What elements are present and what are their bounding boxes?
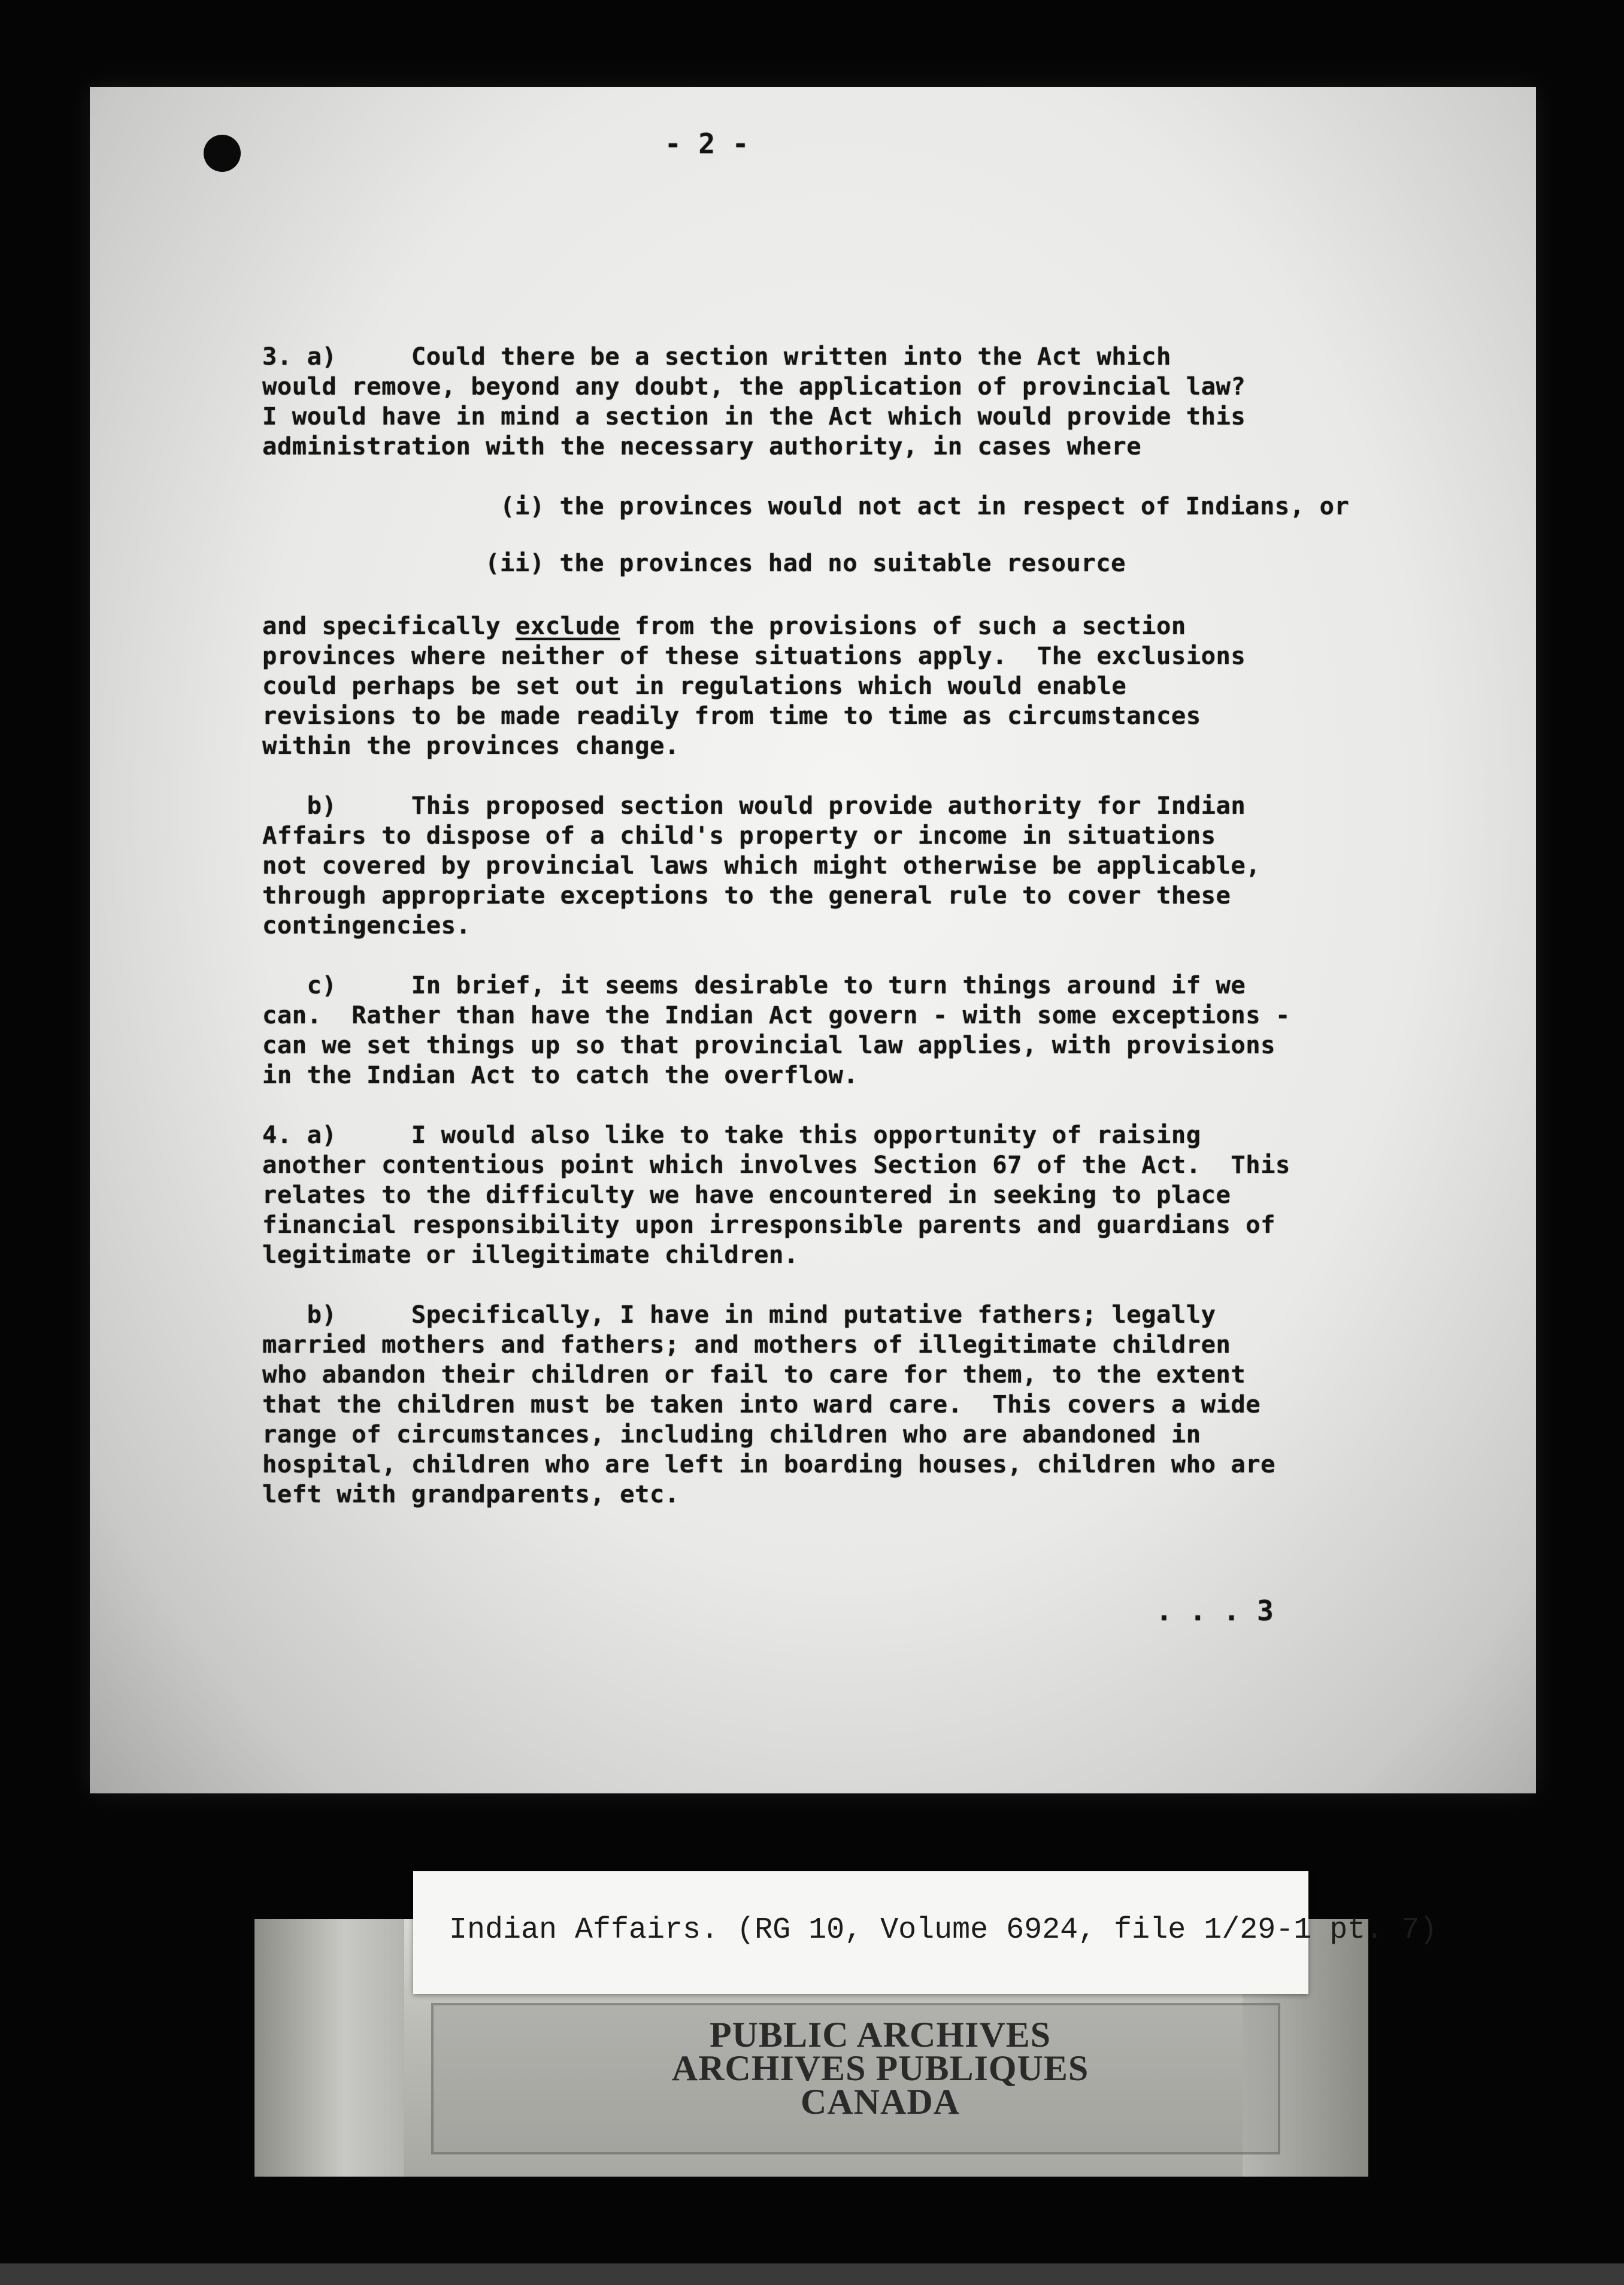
- archives-stamp: [653, 2015, 1108, 2122]
- para-3c-line-2: can. Rather than have the Indian Act govern - with some exceptions -: [262, 1001, 1290, 1029]
- reference-label: [413, 1871, 1438, 1994]
- para-exclude-line-3: could perhaps be set out in regulations which would enable: [262, 671, 1127, 700]
- stamp-line-2: ARCHIVES PUBLIQUES: [671, 2048, 1089, 2088]
- para-exclude-line-1: and specifically exclude from the provisions of such a section: [262, 611, 1186, 640]
- para-4b-line-4: that the children must be taken into ward care. This covers a wide: [262, 1390, 1261, 1419]
- para-4b-line-6: hospital, children who are left in boarding houses, children who are: [262, 1450, 1276, 1478]
- para-3a-line-1: 3. a) Could there be a section written into the Act which: [262, 342, 1171, 371]
- exclude-underlined: exclude: [516, 611, 620, 640]
- para-3a-line-3: I would have in mind a section in the Act which would provide this: [262, 402, 1246, 431]
- para-3b-line-2: Affairs to dispose of a child's property or income in situations: [262, 821, 1216, 850]
- list-item-ii: (ii) the provinces had no suitable resource: [485, 548, 1126, 577]
- punch-hole: [204, 135, 241, 172]
- para-4a-line-5: legitimate or illegitimate children.: [262, 1240, 799, 1269]
- para-3c-line-1: c) In brief, it seems desirable to turn things around if we: [262, 971, 1246, 999]
- para-3b-line-3: not covered by provincial laws which might otherwise be applicable,: [262, 851, 1261, 880]
- para-4b-line-3: who abandon their children or fail to care for them, to the extent: [262, 1360, 1246, 1389]
- reference-text: Indian Affairs. (RG 10, Volume 6924, file 1/29-1 pt. 7): [449, 1913, 1438, 1947]
- para-3a-line-2: would remove, beyond any doubt, the application of provincial law?: [262, 372, 1246, 401]
- para-exclude-line-5: within the provinces change.: [262, 731, 680, 760]
- para-4a-line-2: another contentious point which involves Section 67 of the Act. This: [262, 1150, 1290, 1179]
- continuation-marker: . . . 3: [1156, 1595, 1274, 1627]
- para-4b-line-1: b) Specifically, I have in mind putative fathers; legally: [262, 1300, 1216, 1329]
- para-4b-line-7: left with grandparents, etc.: [262, 1480, 680, 1508]
- para-exclude-line-2: provinces where neither of these situations apply. The exclusions: [262, 641, 1246, 670]
- strip-left-edge: [254, 1919, 404, 2177]
- para-3b-line-1: b) This proposed section would provide authority for Indian: [262, 791, 1246, 820]
- para-4a-line-3: relates to the difficulty we have encountered in seeking to place: [262, 1180, 1231, 1209]
- stamp-line-1: PUBLIC ARCHIVES: [709, 2015, 1052, 2054]
- para-4a-line-4: financial responsibility upon irresponsible parents and guardians of: [262, 1210, 1276, 1239]
- para-3c-line-4: in the Indian Act to catch the overflow.: [262, 1060, 859, 1089]
- stamp-line-3: CANADA: [801, 2082, 960, 2122]
- film-bottom-band: [0, 2263, 1624, 2285]
- para-3b-line-4: through appropriate exceptions to the general rule to cover these: [262, 881, 1231, 910]
- page-number: - 2 -: [665, 128, 749, 160]
- para-exclude-line-4: revisions to be made readily from time to time as circumstances: [262, 701, 1201, 730]
- para-4b-line-2: married mothers and fathers; and mothers of illegitimate children: [262, 1330, 1231, 1359]
- para-3b-line-5: contingencies.: [262, 911, 471, 940]
- para-4a-line-1: 4. a) I would also like to take this opportunity of raising: [262, 1120, 1201, 1149]
- para-4b-line-5: range of circumstances, including children who are abandoned in: [262, 1420, 1201, 1448]
- para-3c-line-3: can we set things up so that provincial law applies, with provisions: [262, 1031, 1276, 1059]
- para-3a-line-4: administration with the necessary authority, in cases where: [262, 432, 1142, 460]
- list-item-i: (i) the provinces would not act in respect of Indians, or: [500, 492, 1350, 520]
